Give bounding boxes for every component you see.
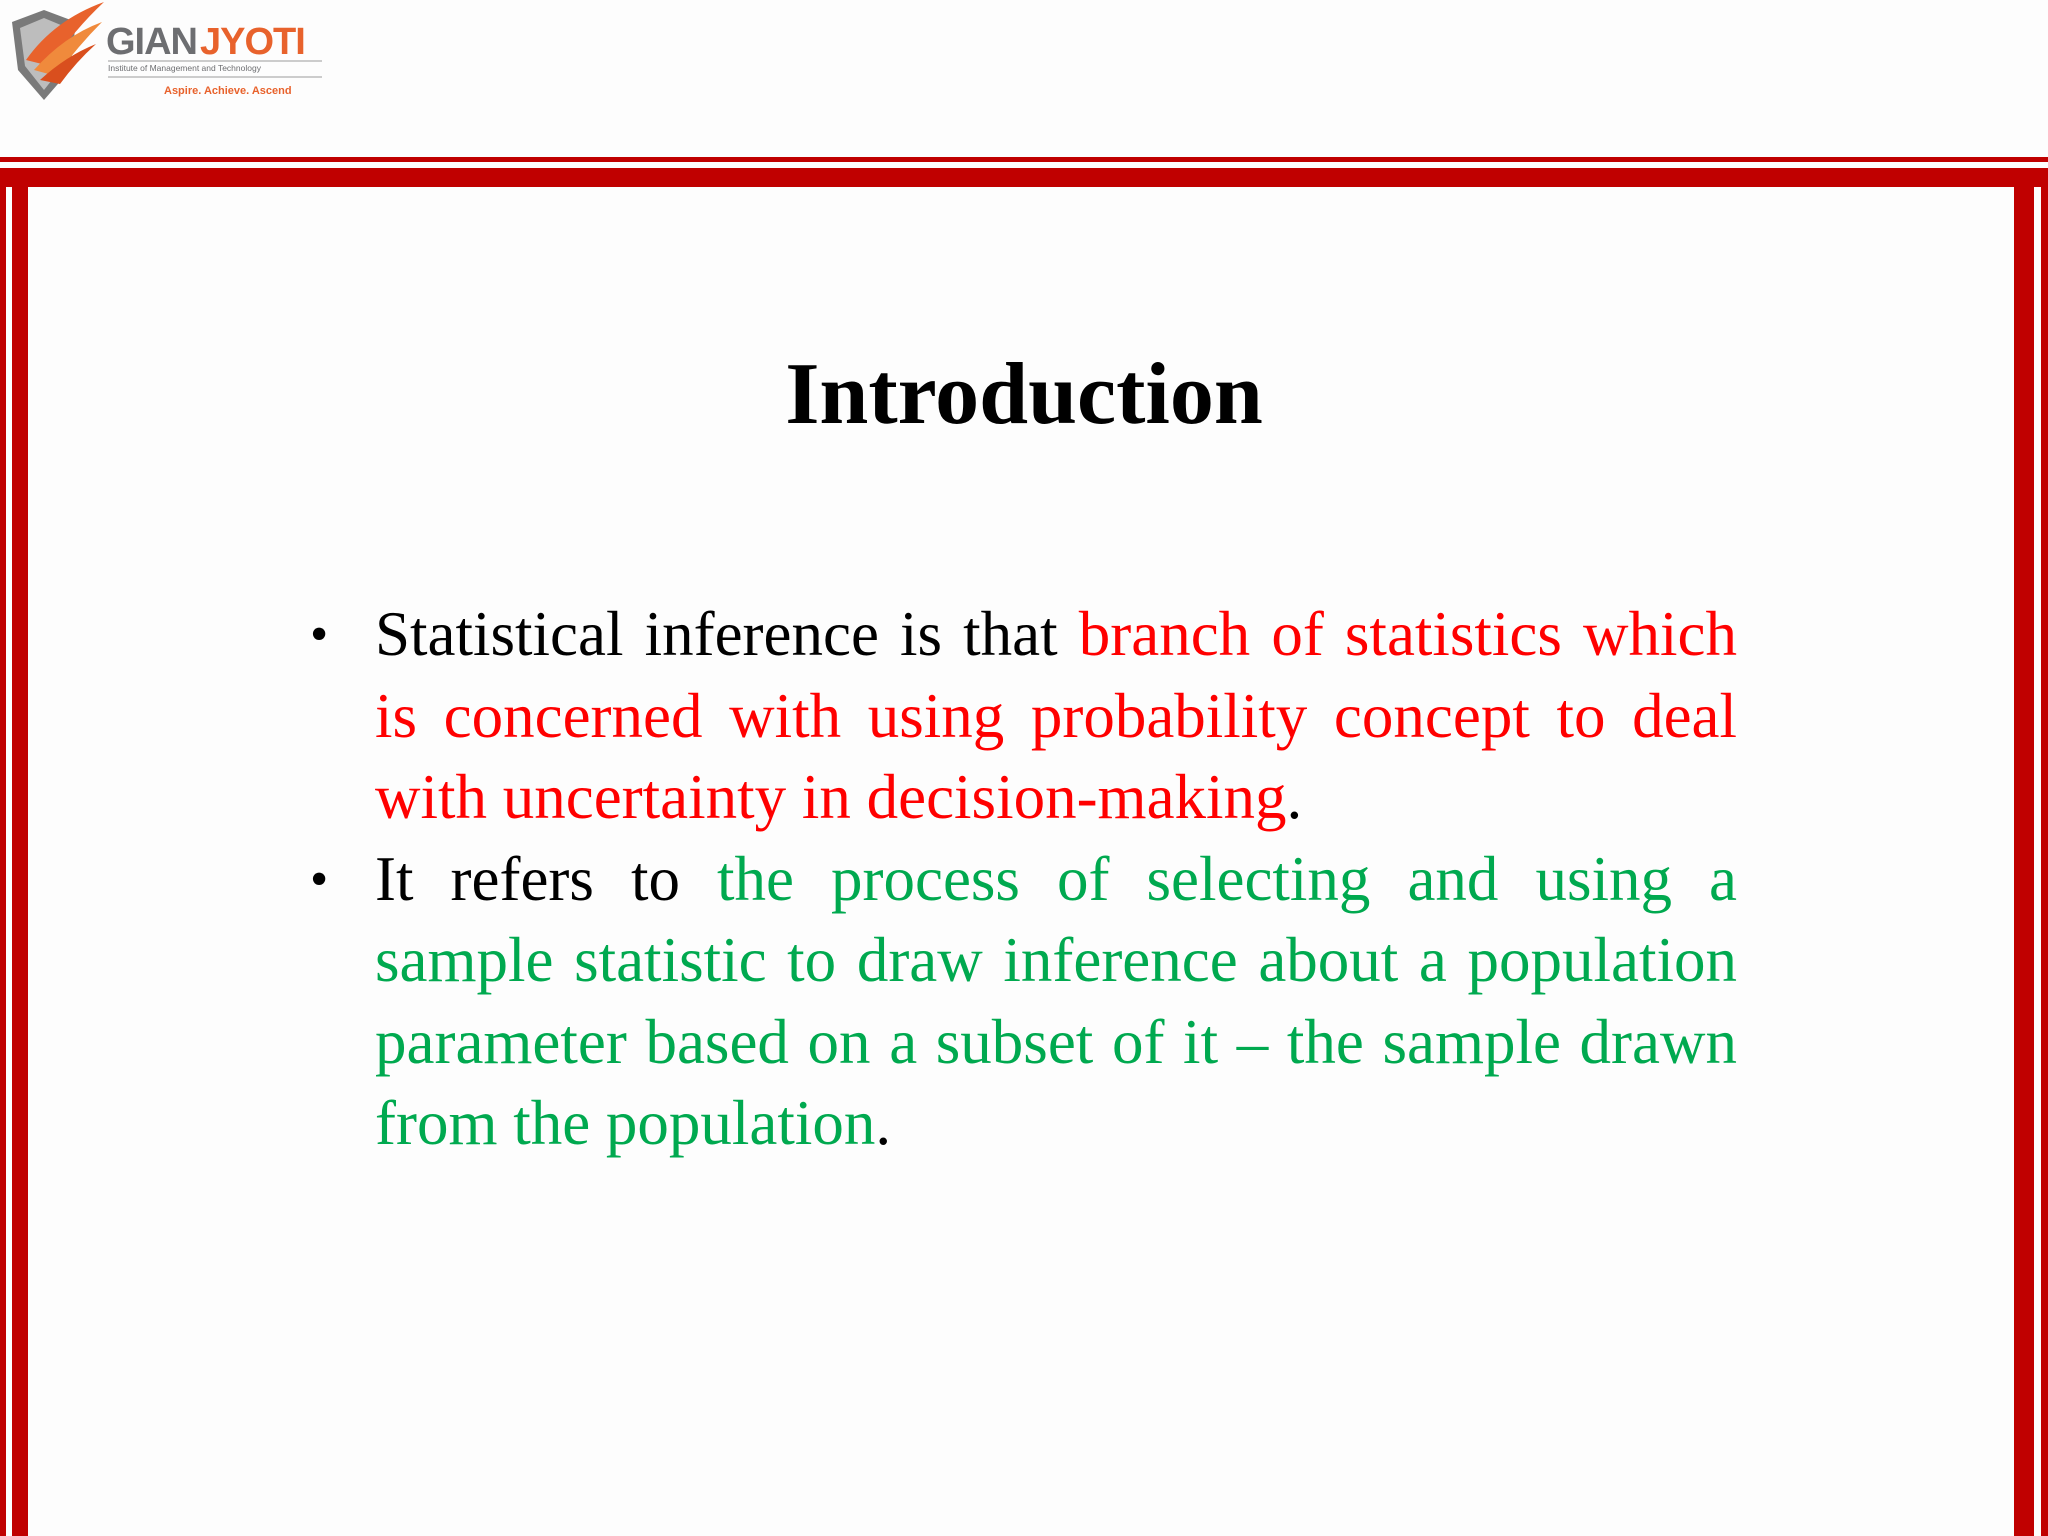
bullet-2-text-green: the process of selecting and using a sample statistic to draw inference about a population parameter based on a subset of it – the sample drawn from the population xyxy=(375,843,1737,1158)
logo-name-part2: JYOTI xyxy=(200,21,305,63)
bullet-list xyxy=(305,594,1737,1165)
frame-top-thin-line xyxy=(0,157,2048,162)
logo-tagline: Aspire. Achieve. Ascend xyxy=(164,85,292,97)
bullet-1-text-plain: Statistical inference is that xyxy=(375,599,1079,669)
frame-top-thick-line xyxy=(0,168,2048,187)
bullet-1-text-red: branch of statistics which is concerned with using probability concept to deal with uncertainty in decision-making xyxy=(375,599,1738,832)
bullet-item xyxy=(305,594,1737,839)
gianjyoti-logo xyxy=(4,0,334,108)
bullet-2-text-plain: It refers to xyxy=(375,843,717,914)
slide-title: Introduction xyxy=(785,346,1263,443)
bullet-glyph: • xyxy=(310,850,329,908)
logo-name-part1: GIAN xyxy=(106,21,197,63)
bullet-1-text-period: . xyxy=(1286,762,1303,832)
logo-subtitle: Institute of Management and Technology xyxy=(108,63,261,73)
bullet-glyph: • xyxy=(310,606,329,663)
bullet-2-text-period: . xyxy=(875,1088,892,1158)
bullet-item xyxy=(305,839,1737,1165)
